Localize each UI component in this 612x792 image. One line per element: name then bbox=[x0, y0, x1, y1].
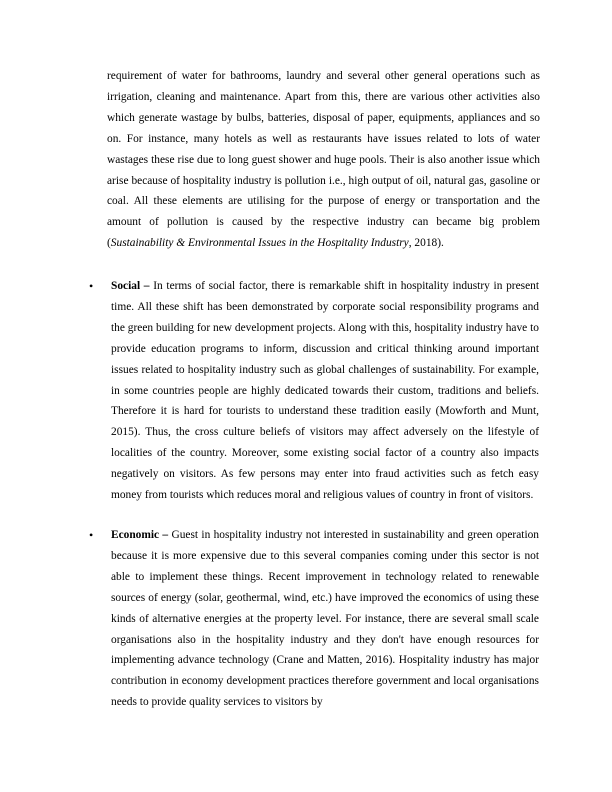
bullet-body-social: In terms of social factor, there is remarkable shift in hospitality industry in present time. All these shift has been demonstrated by corporate social responsibility programs and the green building for new development projects. Along with this, hospitality industry have to provide education programs to inform, discussion and critical thinking around important issues related to hospitality industry such as global challenges of sustainability. For example, in some countries people are highly dedicated towards their custom, traditions and beliefs. Therefore it is hard for tourists to understand these tradition easily (Mowforth and Munt, 2015). Thus, the cross culture beliefs of visitors may affect adversely on the lifestyle of localities of the country. Moreover, some existing social factor of a country also impacts negatively on visitors. As few persons may enter into fraud activities such as fetch easy money from tourists which reduces moral and religious values of country in front of visitors. bbox=[111, 280, 539, 502]
bullet-lead-economic: Economic – bbox=[111, 529, 169, 541]
bullet-icon: • bbox=[89, 279, 94, 293]
continuation-paragraph bbox=[107, 66, 540, 254]
bullet-lead-social: Social – bbox=[111, 280, 150, 292]
bullet-icon: • bbox=[89, 528, 94, 542]
citation-title: Sustainability & Environmental Issues in the Hospitality Industry bbox=[110, 237, 409, 250]
bullet-body-economic: Guest in hospitality industry not interested in sustainability and green operation because it is more expensive due to this several companies coming under this sector is not able to implement these things. Recent improvement in technology related to renewable sources of energy (solar, geothermal, wind, etc.) have improved the economics of using these kinds of alternative energies at the property level. For instance, there are several small scale organisations also in the hospitality industry and they don't have enough resources for implementing advance technology (Crane and Matten, 2016). Hospitality industry has major contribution in economy development practices therefore government and local organisations needs to provide quality services to visitors by bbox=[111, 529, 539, 709]
paragraph-text-after-citation: , 2018). bbox=[408, 237, 444, 250]
paragraph-text-before-citation: requirement of water for bathrooms, laundry and several other general operations such as irrigation, cleaning and maintenance. Apart from this, there are various other activities also which generate wastage by bulbs, batteries, disposal of paper, equipments, appliances and so on. For instance, many hotels as well as restaurants have issues related to lots of water wastages these rise due to long guest shower and huge pools. Their is also another issue which arise because of hospitality industry is pollution i.e., high output of oil, natural gas, gasoline or coal. All these elements are utilising for the purpose of energy or transportation and the amount of pollution is caused by the respective industry can became big problem ( bbox=[107, 70, 540, 250]
bullet-text-social bbox=[111, 276, 539, 506]
bullet-text-economic bbox=[111, 525, 539, 713]
